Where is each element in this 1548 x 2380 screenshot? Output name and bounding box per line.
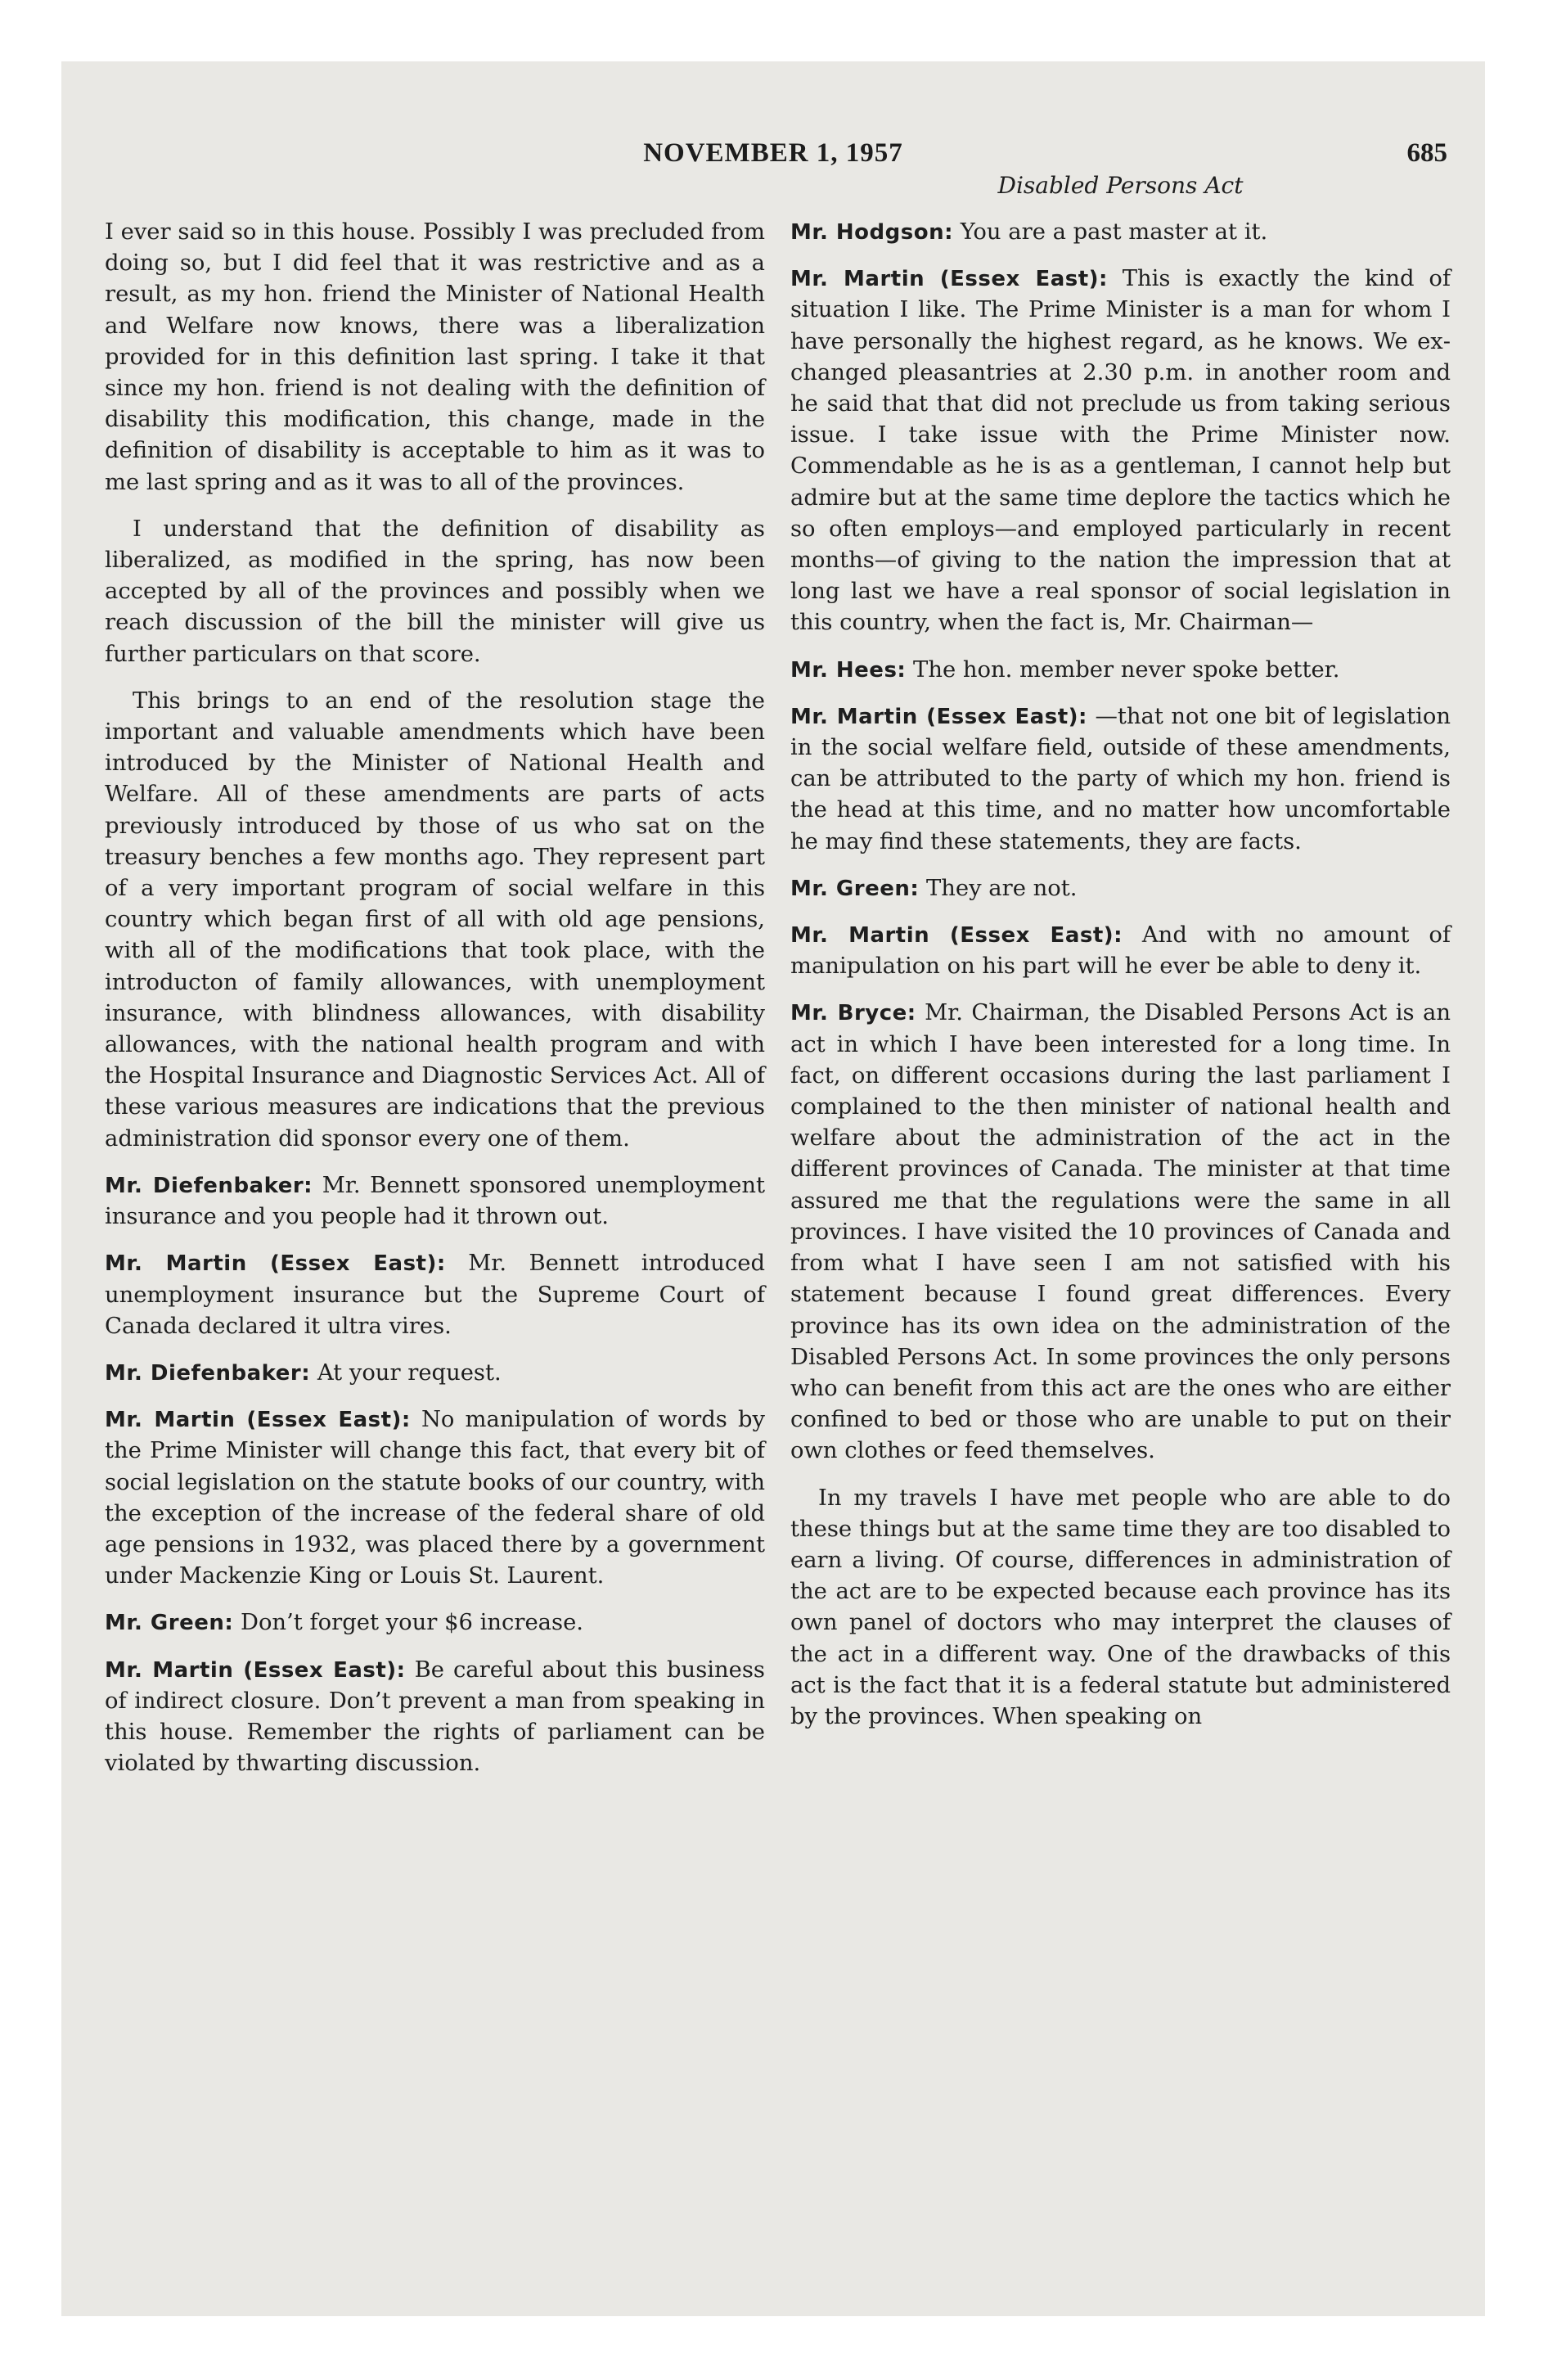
speech-text: You are a past master at it. (960, 219, 1268, 245)
body-paragraph: In my travels I have met people who are able to do these things but at the same time they are too disabled to earn a living. Of course, differences in administration of the act are to be expected because each province has its own panel of doctors who may interpret the clauses of the act in a different way. One of the drawbacks of this act is the fact that it is a federal statute but administered by the provinces. When speaking on (790, 1485, 1451, 1729)
speech-text: Mr. Bennett sponsored unemployment insurance and you people had it thrown out. (105, 1172, 765, 1230)
page (61, 61, 1485, 2316)
speech-text: Don’t forget your $6 increase. (240, 1610, 583, 1636)
speaker-name: Mr. Hodgson: (790, 220, 954, 245)
speech-paragraph (105, 1655, 765, 1780)
speaker-name: Mr. Martin (Essex East): (790, 267, 1108, 292)
speech-paragraph (105, 1404, 765, 1592)
speech-text: This is exactly the kind of situation I like. The Prime Minister is a man for whom I have personally the highest regard, as he knows. We exchanged pleasantries at 2.30 p.m. in another room and he said that that did not preclude us from taking serious issue. I take issue with the Prime Minister now. Commendable as he is as a gentleman, I cannot help but admire but at the same time deplore the tactics which he so often employs—and employed particularly in recent months—of giving to the nation the impression that at long last we have a real sponsor of social legislation in this country, when the fact is, Mr. Chairman— (790, 266, 1451, 636)
body-paragraph: I understand that the definition of disability as liberalized, as modified in the spring, has now been accepted by all of the provinces and possibly when we reach discussion of the bill the minister will give us further particulars on that score. (105, 516, 765, 667)
speech-text: Mr. Bennett introduced unemployment insurance but the Supreme Court of Canada declared it ultra vires. (105, 1251, 765, 1339)
speaker-name: Mr. Martin (Essex East): (790, 704, 1087, 729)
speaker-name: Mr. Green: (790, 876, 920, 901)
speech-paragraph (790, 264, 1451, 638)
speaker-name: Mr. Diefenbaker: (105, 1360, 311, 1386)
speech-paragraph (105, 1170, 765, 1233)
left-column (105, 217, 765, 1795)
speech-paragraph (790, 873, 1451, 904)
speech-paragraph (105, 1607, 765, 1639)
speech-paragraph (790, 920, 1451, 982)
header-date: NOVEMBER 1, 1957 (643, 138, 903, 168)
right-column (790, 217, 1451, 1748)
speaker-name: Mr. Martin (Essex East): (105, 1408, 411, 1433)
body-paragraph: I ever said so in this house. Possibly I was precluded from doing so, but I did feel that it was restrictive and as a result, as my hon. friend the Minister of National Health and Welfare now knows, there was a liberalization provided for in this definition last spring. I take it that since my hon. friend is not dealing with the definition of disability this modification, this change, made in the definition of disability is acceptable to him as it was to me last spring and as it was to all of the provinces. (105, 219, 765, 495)
speech-text: The hon. member never spoke better. (913, 656, 1340, 683)
speech-text: They are not. (925, 875, 1078, 901)
speech-paragraph (105, 1248, 765, 1342)
speech-text: At your request. (317, 1359, 502, 1386)
speech-text: Be careful about this business of indirect closure. Don’t prevent a man from speaking in this house. Remember the rights of parliament can be violated by thwarting discussion. (105, 1657, 765, 1777)
speaker-name: Mr. Hees: (790, 657, 907, 683)
speaker-name: Mr. Martin (Essex East): (105, 1251, 446, 1277)
speech-paragraph (790, 701, 1451, 858)
speech-text: —that not one bit of legislation in the social welfare field, outside of these amendments, can be attributed to the party of which my hon. friend is the head at this time, and no matter how uncomfortable he may find these statements, they are facts. (790, 703, 1451, 854)
speaker-name: Mr. Bryce: (790, 1001, 916, 1026)
speech-paragraph (790, 998, 1451, 1467)
speech-paragraph (790, 217, 1451, 248)
speaker-name: Mr. Green: (105, 1611, 234, 1636)
speaker-name: Mr. Diefenbaker: (105, 1173, 313, 1198)
body-paragraph: This brings to an end of the resolution stage the important and valuable amendments which have been introduced by the Minister of National Health and Welfare. All of these amendments are parts of acts previously introduced by those of us who sat on the treasury benches a few months ago. They represent part of a very important program of social welfare in this country which began first of all with old age pensions, with all of the modifications that took place, with the introducton of family allowances, with unemployment insurance, with blindness allowances, with disability allowances, with the national health program and with the Hospital Insurance and Diagnostic Services Act. All of these various measures are indications that the previous administration did sponsor every one of them. (105, 687, 765, 1152)
running-title: Disabled Persons Act (997, 172, 1244, 199)
speech-text: No manipulation of words by the Prime Minister will change this fact, that every bit of social legislation on the statute books of our country, with the exception of the increase of the federal share of old age pensions in 1932, was placed there by a government under Mackenzie King or Louis St. Laurent. (105, 1407, 765, 1589)
speech-text: And with no amount of manipulation on his part will he ever be able to deny it. (790, 922, 1451, 980)
speech-paragraph (105, 1358, 765, 1389)
speech-paragraph (790, 655, 1451, 686)
page-number: 685 (1406, 138, 1447, 168)
speaker-name: Mr. Martin (Essex East): (790, 923, 1123, 949)
speaker-name: Mr. Martin (Essex East): (105, 1657, 406, 1683)
speech-text: Mr. Chairman, the Disabled Persons Act is an act in which I have been interested for a long time. In fact, on different occasions during the last parliament I complained to the then minister of national health and welfare about the administration of the act in the different provinces of Canada. The minister at that time assured me that the regulations were the same in all provinces. I have visited the 10 provinces of Canada and from what I have seen I am not satisfied with his statement because I found great differences. Every province has its own idea on the administration of the Disabled Persons Act. In some provinces the only persons who can benefit from this act are the ones who are either confined to bed or those who are unable to put on their own clothes or feed themselves. (790, 1000, 1451, 1464)
